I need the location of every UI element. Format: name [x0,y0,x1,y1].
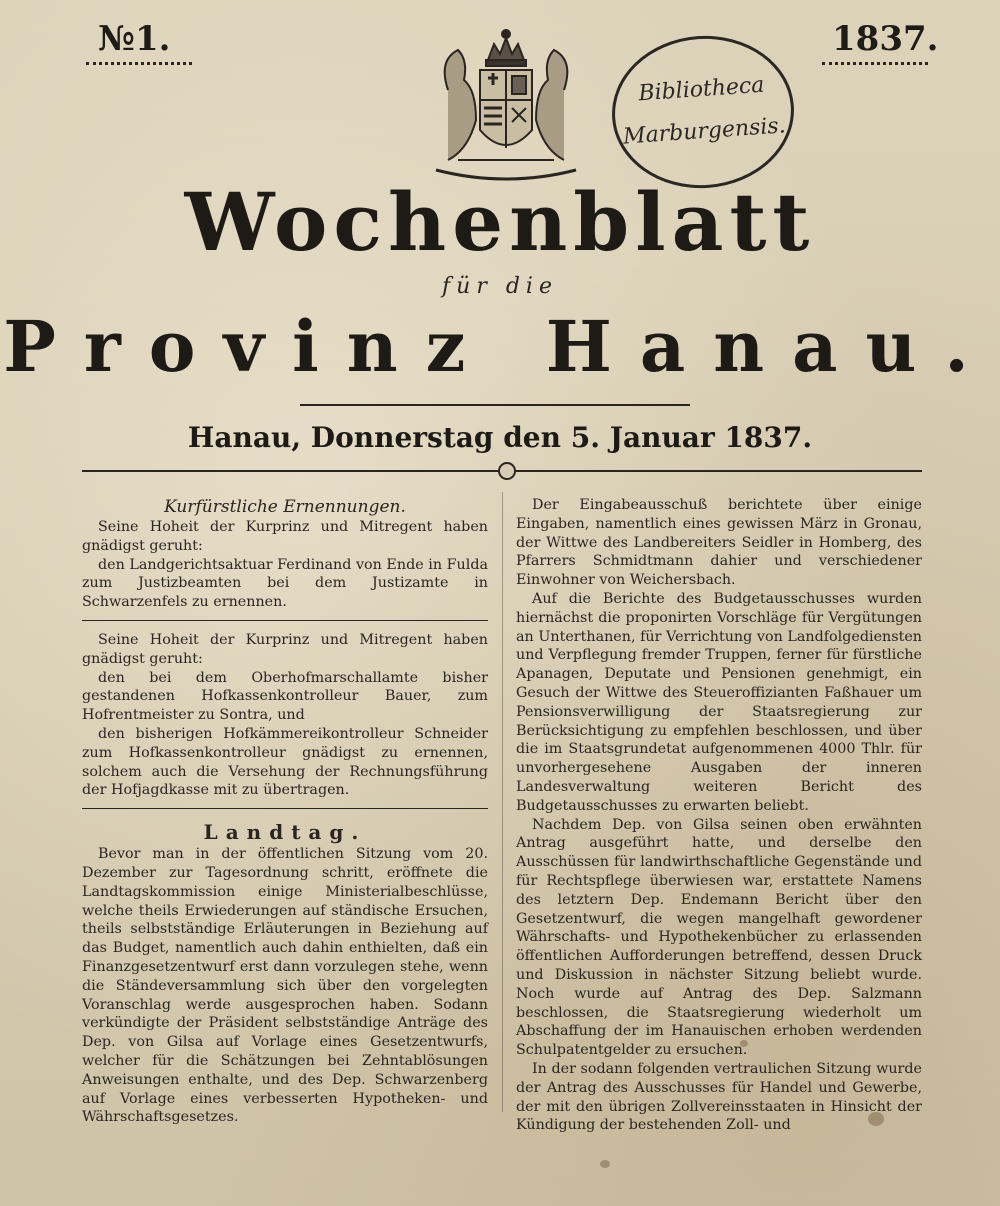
issue-year: 1837. [832,19,939,59]
paragraph: Bevor man in der öffentlichen Sitzung vom 20. Dezember zur Tagesordnung schritt, eröffnete die Landtagskommission einige Ministerialbeschlüsse, welche theils Erwiederungen auf ständische Ersuchen, theils selbstständige Erläuterungen in Beziehung auf das Budget, namentlich auch dahin enthielten, daß ein Finanzgesetzentwurf erst dann vorzulegen stehe, wenn die Ständeversammlung sich über den vorgelegten Voranschlag werde ausgesprochen haben. Sodann verkündigte der Präsident selbstständige Anträge des Dep. von Gilsa auf Vorlage eines Gesetzentwurfs, welcher für die Schätzungen bei Zehntablösungen Anweisungen enthalte, und des Dep. Schwarzenberg auf Vorlage eines verbesserten Hypotheken- und Währschaftsgesetzes. [82,846,488,1126]
section-separator [82,808,488,809]
issue-number-underline [86,62,192,65]
issue-number: №1. [98,19,171,59]
divider-ornament-icon [498,462,516,480]
section-separator [82,620,488,621]
ink-stain [868,1112,884,1126]
dateline: Hanau, Donnerstag den 5. Januar 1837. [187,421,813,454]
ink-stain [740,1040,748,1047]
library-stamp [607,30,799,194]
paragraph: den bisherigen Hofkämmereikontrolleur Schneider zum Hofkassenkontrolleur gnädigst zu ernennen, solchem auch die Versehung der Rechnungsführung der Hofjagdkasse mit zu übertragen. [82,725,488,799]
ink-stain [600,1160,610,1168]
paragraph: In der sodann folgenden vertraulichen Sitzung wurde der Antrag des Ausschusses für Handel und Gewerbe, der mit den übrigen Zollvereinsstaaten in Hinsicht der Kündigung der bestehenden Zoll- und [516,1060,922,1134]
left-column [82,496,488,1127]
section-heading-appointments: Kurfürstliche Ernennungen. [164,497,406,517]
column-divider [502,492,503,1112]
paragraph: den Landgerichtsaktuar Ferdinand von Ende in Fulda zum Justizbeamten bei dem Justizamte in Schwarzenfels zu ernennen. [82,556,488,611]
stamp-line-2: Marburgensis. [622,113,787,150]
issue-year-underline [822,62,928,65]
paragraph: Nachdem Dep. von Gilsa seinen oben erwähnten Antrag ausgeführt hatte, und derselbe den Ausschüssen für landwirthschaftliche Gegenstände und für Rechtspflege überwiesen war, erstattete Namens des letztern Dep. Endemann Bericht über den Gesetzentwurf, die wegen mangelhaft gewordener Währschafts- und Hypothekenbücher zu erlassenden öffentlichen Aufforderungen betreffend, dessen Druck und Diskussion in nächster Sitzung beliebt wurde. Noch wurde auf Antrag des Dep. Salzmann beschlossen, die Staatsregierung wiederholt um Abschaffung der im Hanauischen erhoben werdenden Schulpatentgelder zu ersuchen. [516,816,922,1059]
masthead-rule [300,404,690,406]
section-heading-landtag: Landtag. [203,820,367,845]
stamp-line-1: Bibliotheca [637,72,766,107]
paragraph: Seine Hoheit der Kurprinz und Mitregent haben gnädigst geruht: [82,631,488,667]
paragraph: den bei dem Oberhofmarschallamte bisher gestandenen Hofkassenkontrolleur Bauer, zum Hofrentmeister zu Sontra, und [82,669,488,724]
masthead-title: Wochenblatt [184,175,816,269]
paragraph: Seine Hoheit der Kurprinz und Mitregent haben gnädigst geruht: [82,519,488,554]
paragraph: Der Eingabeausschuß berichtete über einige Eingaben, namentlich eines gewissen März in Gronau, der Wittwe des Landbereiters Seidler in Homberg, des Pfarrers Schmidtmann dahier und verschiedener Einwohner von Weichersbach. [516,497,922,589]
masthead-subtitle: für die [442,274,558,299]
paragraph: Auf die Berichte des Budgetausschusses wurden hiernächst die proponirten Vorschläge für Vergütungen an Unterthanen, für Verrichtung von Landfolgediensten und Verpflegung fremder Truppen, ferner für fürstliche Apanagen, Deputate und Pensionen genehmigt, ein Gesuch der Wittwe des Steueroffizianten Faßhauer um Pensionsverwilligung der Staatsregierung zur Berücksichtigung zu empfehlen beschlossen, und über die im Staatsgrundetat aufgenommenen 4000 Thlr. für unvorhergesehene Ausgaben der inneren Landesverwaltung weiteren Bericht des Budgetausschusses zu erwarten beliebt. [516,590,922,814]
right-column [516,496,922,1135]
masthead-region: Provinz Hanau. [3,305,997,388]
coat-of-arms-icon [428,20,584,190]
